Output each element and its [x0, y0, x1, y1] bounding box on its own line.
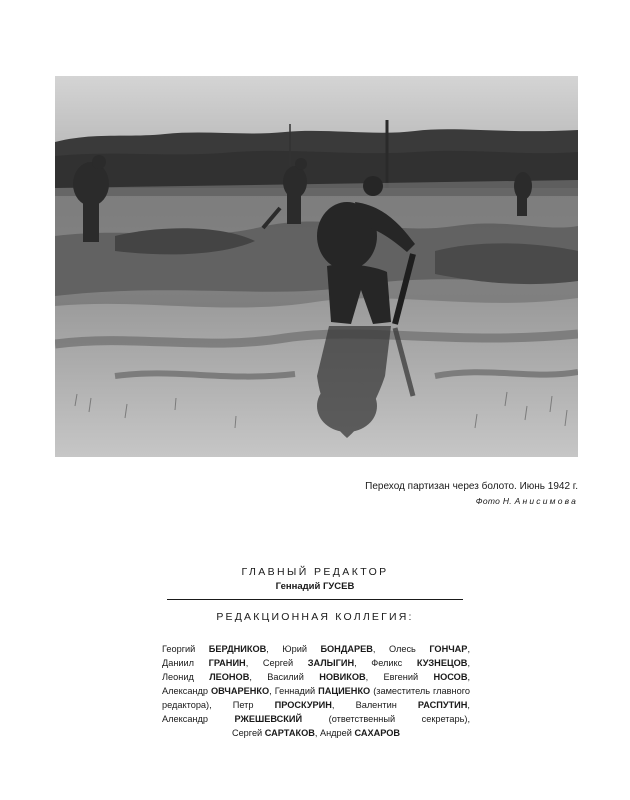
member-role-note: (ответственный секретарь) [328, 714, 468, 724]
member-surname: ЗАЛЫГИН [307, 658, 355, 668]
caption-text: Переход партизан через болото. Июнь 1942 г. [365, 481, 578, 492]
member-first-name: Леонид [162, 672, 194, 682]
member-first-name: Олесь [388, 644, 416, 654]
editor-in-chief-name: Геннадий ГУСЕВ [275, 581, 355, 592]
member-surname: ЛЕОНОВ [209, 672, 250, 682]
member-surname: ПРОСКУРИН [274, 700, 332, 710]
board-member [162, 686, 269, 696]
member-first-name: Геннадий [274, 686, 316, 696]
member-surname: ГОНЧАР [429, 644, 468, 654]
member-surname: САРТАКОВ [264, 728, 315, 738]
board-member [371, 658, 467, 668]
board-member [263, 658, 354, 668]
member-first-name: Андрей [319, 728, 352, 738]
editor-in-chief-title: ГЛАВНЫЙ РЕДАКТОР [241, 566, 389, 578]
member-surname: НОВИКОВ [319, 672, 366, 682]
member-surname: БЕРДНИКОВ [208, 644, 267, 654]
member-surname: ГРАНИН [208, 658, 246, 668]
photo-caption [365, 479, 578, 509]
member-role-note: (заместитель главного редактора) [162, 686, 470, 710]
member-surname: НОСОВ [433, 672, 468, 682]
member-first-name: Георгий [162, 644, 196, 654]
member-surname: САХАРОВ [354, 728, 401, 738]
credit-name: Анисимова [514, 496, 578, 506]
member-surname: ПАЦИЕНКО [318, 686, 371, 696]
board-member [275, 686, 370, 696]
board-member [282, 644, 373, 654]
member-first-name: Даниил [162, 658, 195, 668]
board-member [384, 672, 468, 682]
member-first-name: Феликс [371, 658, 403, 668]
board-member [267, 672, 365, 682]
photo-illustration [55, 76, 578, 457]
board-member [232, 728, 315, 738]
board-member [162, 658, 246, 668]
board-member [320, 728, 400, 738]
board-member [162, 644, 266, 654]
divider-rule [167, 599, 463, 600]
member-first-name: Василий [267, 672, 304, 682]
credit-prefix: Фото Н. [475, 496, 512, 506]
member-first-name: Сергей [262, 658, 294, 668]
member-surname: БОНДАРЕВ [320, 644, 373, 654]
member-surname: РАСПУТИН [417, 700, 468, 710]
board-member [356, 700, 468, 710]
member-surname: КУЗНЕЦОВ [416, 658, 468, 668]
member-first-name: Валентин [355, 700, 397, 710]
member-first-name: Александр [162, 686, 208, 696]
member-surname: РЖЕШЕВСКИЙ [234, 714, 303, 724]
member-first-name: Юрий [282, 644, 307, 654]
board-member [233, 700, 332, 710]
member-first-name: Сергей [231, 728, 263, 738]
member-first-name: Александр [162, 714, 208, 724]
editorial-board-title: РЕДАКЦИОННАЯ КОЛЛЕГИЯ: [216, 611, 414, 623]
board-member [162, 714, 302, 724]
editorial-board-list: Георгий БЕРДНИКОВ, Юрий БОНДАРЕВ, Олесь ГОНЧАР, Даниил ГРАНИН, Сергей ЗАЛЫГИН, Феликс КУЗНЕЦОВ, Леонид ЛЕОНОВ, Василий НОВИКОВ, Евгений НОСОВ, Александр ОВЧАРЕНКО, Геннадий ПАЦИЕНКО (заместитель главного редактора), Петр ПРОСКУРИН, Валентин РАСПУТИН, Александр РЖЕШЕВСКИЙ (ответственный секретарь), Сергей САРТАКОВ, Андрей САХАРОВ [162, 644, 471, 738]
board-member [162, 672, 249, 682]
board-member [389, 644, 467, 654]
member-first-name: Евгений [383, 672, 419, 682]
partisans-swamp-photo [55, 76, 578, 457]
photo-credit [365, 494, 578, 509]
member-first-name: Петр [232, 700, 254, 710]
member-surname: ОВЧАРЕНКО [211, 686, 270, 696]
